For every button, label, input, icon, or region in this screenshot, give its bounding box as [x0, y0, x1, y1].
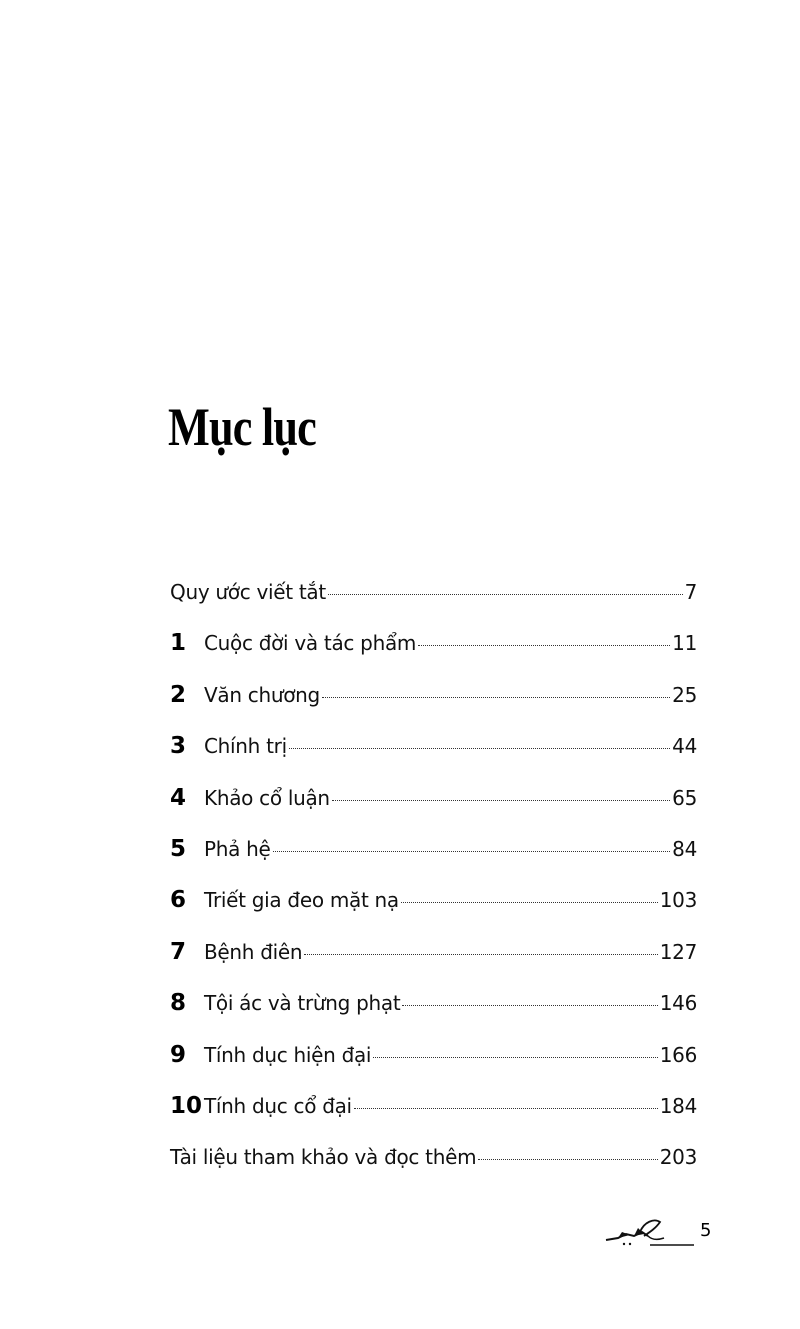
dot-leader — [354, 1108, 658, 1109]
toc-entry-page: 146 — [659, 991, 697, 1016]
toc-entry-page: 65 — [672, 785, 697, 810]
toc-entry-page: 166 — [659, 1042, 697, 1067]
toc-entry[interactable] — [170, 675, 697, 726]
toc-entry[interactable] — [170, 778, 697, 829]
toc-entry-page: 127 — [659, 939, 697, 964]
toc-entry-number: 2 — [170, 681, 187, 708]
toc-entry-label: Khảo cổ luận — [204, 785, 330, 810]
toc-entry[interactable] — [170, 983, 697, 1034]
page-number: 5 — [700, 1220, 712, 1241]
toc-entry-label: Bệnh điên — [204, 939, 303, 964]
toc-entry-page: 103 — [659, 888, 697, 913]
toc-entry-page: 184 — [659, 1093, 697, 1118]
page-title: Mục lục — [168, 397, 316, 457]
toc-entry[interactable] — [170, 880, 697, 931]
toc-entry-page: 7 — [684, 580, 697, 604]
dot-leader — [304, 954, 657, 955]
toc-entry-page: 84 — [672, 836, 697, 861]
toc-entry-label: Chính trị — [204, 734, 287, 759]
toc-entry-label: Văn chương — [204, 682, 320, 707]
dot-leader — [332, 800, 670, 801]
toc-entry-number: 6 — [170, 887, 187, 914]
dot-leader — [328, 594, 683, 595]
toc-entry-label: Triết gia đeo mặt nạ — [204, 888, 399, 913]
toc-entry-number: 9 — [170, 1041, 187, 1068]
quill-ornament-icon — [604, 1214, 696, 1248]
toc-entry[interactable] — [170, 1086, 697, 1137]
toc-entry[interactable] — [170, 1137, 697, 1188]
toc-entry-number: 4 — [170, 784, 187, 811]
toc-entry[interactable] — [170, 726, 697, 777]
toc-entry-number: 5 — [170, 835, 187, 862]
toc-entry[interactable] — [170, 572, 697, 623]
toc-entry-page: 203 — [659, 1145, 697, 1170]
toc-entry-page: 44 — [672, 734, 697, 759]
toc-entry-number: 8 — [170, 990, 187, 1017]
dot-leader — [273, 851, 671, 852]
toc-entry-label: Phả hệ — [204, 836, 271, 861]
toc-entry[interactable] — [170, 623, 697, 674]
table-of-contents — [170, 572, 697, 1189]
toc-entry-label: Cuộc đời và tác phẩm — [204, 631, 417, 656]
dot-leader — [289, 748, 670, 749]
toc-entry-page: 25 — [672, 682, 697, 707]
toc-entry-number: 1 — [170, 630, 187, 657]
toc-entry-label: Tội ác và trừng phạt — [204, 991, 401, 1016]
toc-entry-number: 3 — [170, 733, 187, 760]
toc-entry[interactable] — [170, 1035, 697, 1086]
toc-entry-label: Tính dục hiện đại — [204, 1042, 372, 1067]
toc-entry-label: Tính dục cổ đại — [204, 1093, 352, 1118]
dot-leader — [373, 1057, 658, 1058]
toc-entry-label: Tài liệu tham khảo và đọc thêm — [170, 1145, 477, 1170]
toc-entry-page: 11 — [672, 631, 697, 656]
toc-entry-number: 7 — [170, 938, 187, 965]
page-footer — [604, 1214, 714, 1254]
toc-entry[interactable] — [170, 932, 697, 983]
dot-leader — [401, 902, 658, 903]
dot-leader — [418, 645, 670, 646]
toc-entry-number: 10 — [170, 1092, 203, 1119]
toc-entry[interactable] — [170, 829, 697, 880]
toc-entry-label: Quy ước viết tắt — [170, 580, 326, 604]
dot-leader — [322, 697, 670, 698]
dot-leader — [478, 1159, 657, 1160]
dot-leader — [402, 1005, 657, 1006]
